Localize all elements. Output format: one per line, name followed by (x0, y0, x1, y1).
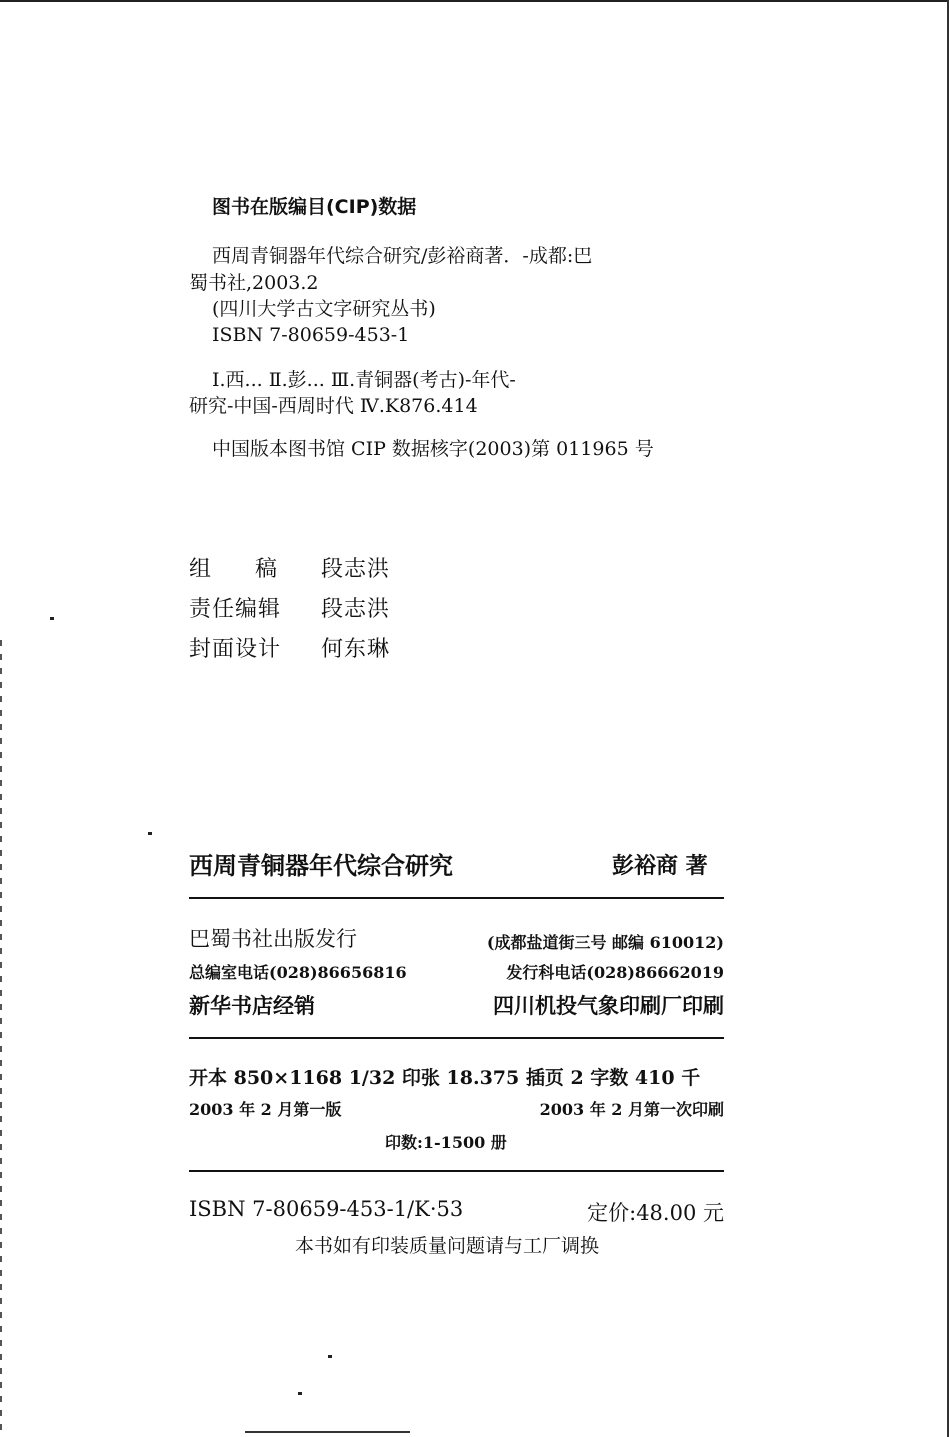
page-top-edge (0, 0, 949, 2)
speck (50, 617, 54, 620)
edition: 2003 年 2 月第一版 (189, 1100, 342, 1119)
cip-subjects-line1: Ⅰ.西... Ⅱ.彭... Ⅲ.青铜器(考古)-年代- (212, 369, 516, 391)
speck (328, 1355, 332, 1358)
cip-record-number: 中国版本图书馆 CIP 数据核字(2003)第 011965 号 (212, 438, 654, 460)
sales-phone: 发行科电话(028)86662019 (506, 963, 724, 982)
divider (189, 1037, 724, 1039)
staff-name: 段志洪 (321, 597, 391, 622)
speck (298, 1392, 302, 1395)
divider (189, 1170, 724, 1172)
distributor: 新华书店经销 (189, 993, 315, 1018)
cip-heading: 图书在版编目(CIP)数据 (212, 196, 417, 218)
book-author: 彭裕商 著 (612, 854, 708, 879)
isbn-full: ISBN 7-80659-453-1/K·53 (189, 1197, 464, 1221)
staff-row-cover-design (189, 632, 390, 663)
book-title: 西周青铜器年代综合研究 (189, 852, 453, 880)
quality-notice: 本书如有印装质量问题请与工厂调换 (295, 1235, 600, 1257)
printing: 2003 年 2 月第一次印刷 (539, 1100, 724, 1119)
staff-name: 段志洪 (321, 557, 391, 582)
staff-row-commissioning (189, 552, 390, 583)
staff-role: 封面设计 (189, 637, 282, 662)
print-run: 印数:1-1500 册 (385, 1133, 507, 1152)
divider (189, 897, 724, 899)
cip-subjects-line2: 研究-中国-西周时代 Ⅳ.K876.414 (189, 395, 478, 417)
staff-role: 组稿 (189, 557, 322, 582)
page-bottom-mark (245, 1431, 410, 1433)
cip-entry-line2: 蜀书社,2003.2 (189, 272, 319, 294)
staff-name: 何东琳 (321, 637, 391, 662)
book-format: 开本 850×1168 1/32 印张 18.375 插页 2 字数 410 千 (189, 1067, 701, 1089)
publisher: 巴蜀书社出版发行 (189, 927, 357, 951)
page-left-edge (0, 640, 2, 1437)
printer: 四川机投气象印刷厂印刷 (493, 993, 724, 1018)
staff-row-editor (189, 592, 390, 623)
publisher-address: (成都盐道街三号 邮编 610012) (486, 933, 724, 952)
staff-role: 责任编辑 (189, 597, 282, 622)
editorial-phone: 总编室电话(028)86656816 (189, 963, 407, 982)
cip-series: (四川大学古文字研究丛书) (212, 298, 436, 320)
cip-isbn: ISBN 7-80659-453-1 (212, 324, 410, 346)
cip-entry-line1: 西周青铜器年代综合研究/彭裕商著．-成都:巴 (212, 245, 593, 267)
price: 定价:48.00 元 (587, 1201, 724, 1225)
speck (148, 832, 152, 835)
